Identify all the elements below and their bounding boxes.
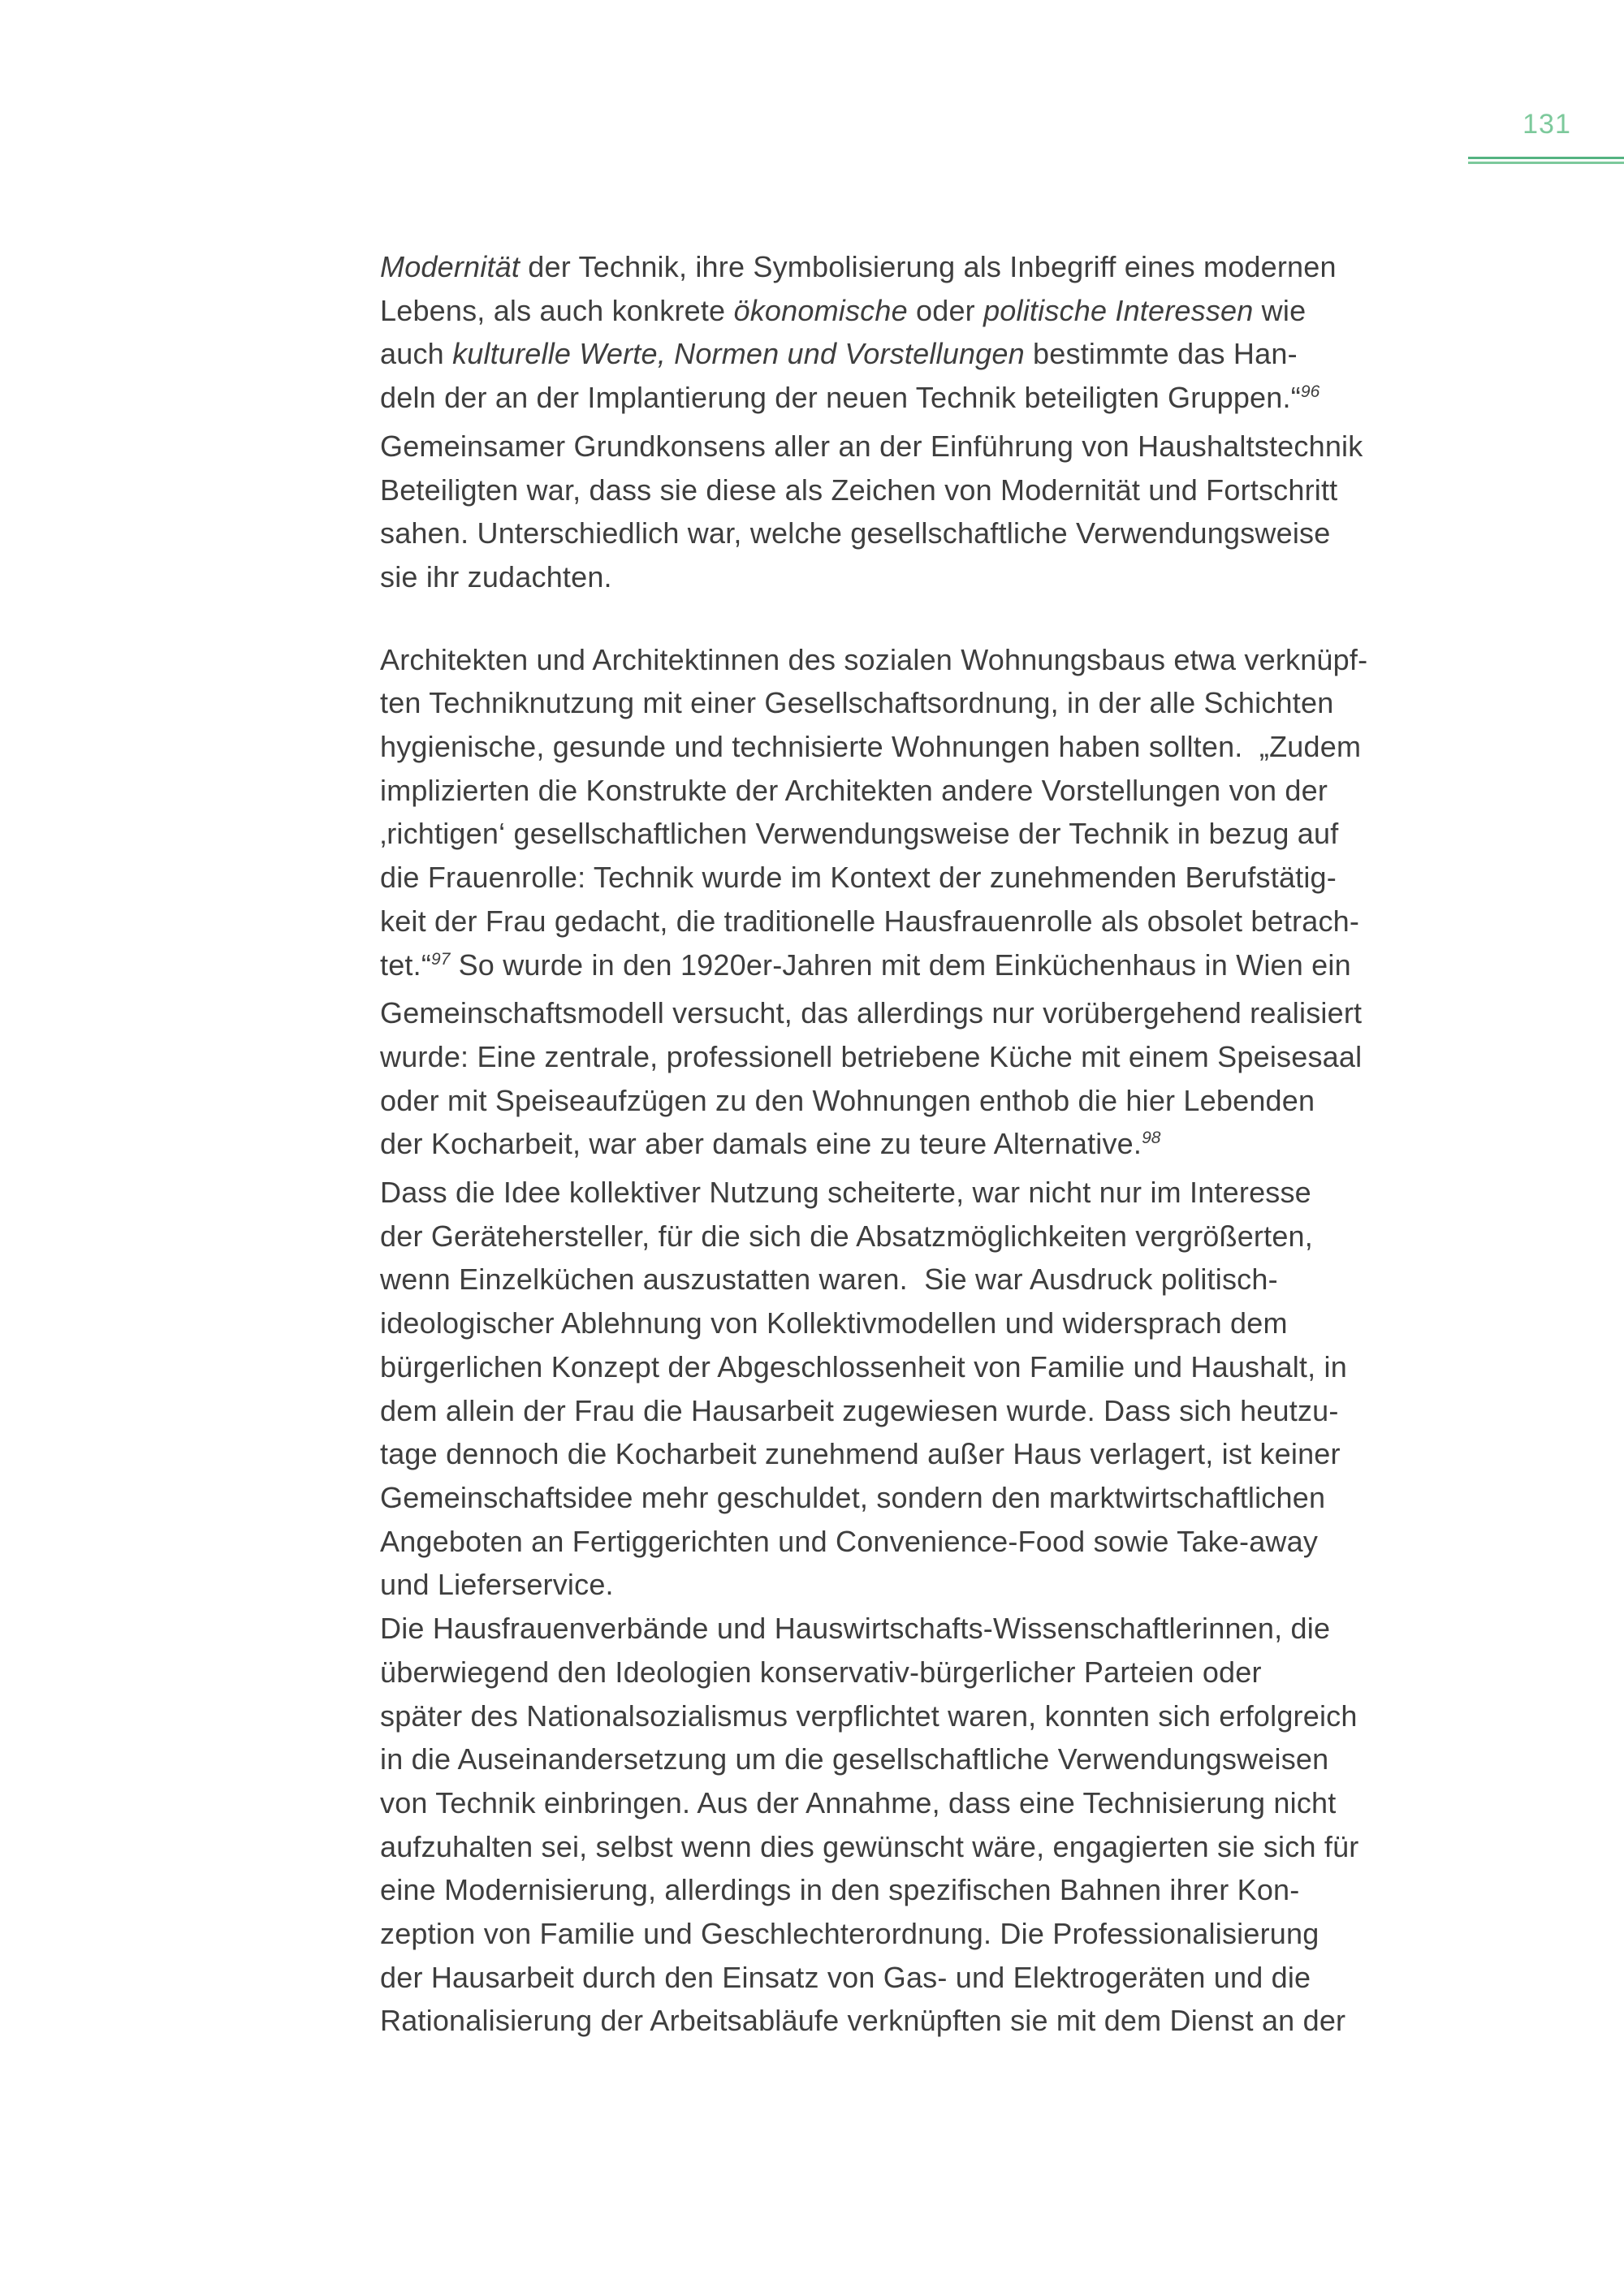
text-line bbox=[380, 769, 1460, 813]
text-line bbox=[380, 856, 1460, 900]
text-line bbox=[380, 1079, 1460, 1123]
text-line bbox=[380, 1825, 1460, 1869]
text-segment: ten Techniknutzung mit einer Gesellschaftsordnung, in der alle Schichten bbox=[380, 686, 1334, 720]
text-segment: der Hausarbeit durch den Einsatz von Gas- und Elektrogeräten und die bbox=[380, 1960, 1311, 1994]
footnote-reference: 97 bbox=[431, 949, 451, 969]
text-line bbox=[380, 1737, 1460, 1781]
text-line bbox=[380, 425, 1460, 468]
text-line bbox=[380, 555, 1460, 599]
text-segment: ökonomische bbox=[733, 293, 908, 327]
text-line bbox=[380, 511, 1460, 555]
text-segment: bürgerlichen Konzept der Abgeschlossenheit von Familie und Haushalt, in bbox=[380, 1349, 1347, 1383]
text-line bbox=[380, 1122, 1460, 1171]
text-segment: die Frauenrolle: Technik wurde im Kontext der zunehmenden Berufstätig- bbox=[380, 861, 1337, 895]
text-line bbox=[380, 1432, 1460, 1476]
text-segment: der Technik, ihre Symbolisierung als Inbegriff eines modernen bbox=[520, 250, 1337, 283]
text-line bbox=[380, 1301, 1460, 1345]
text-segment: oder bbox=[907, 293, 984, 327]
text-segment: oder mit Speiseaufzügen zu den Wohnungen enthob die hier Lebenden bbox=[380, 1083, 1315, 1117]
text-line bbox=[380, 332, 1460, 376]
text-segment: tage dennoch die Kocharbeit zunehmend außer Haus verlagert, ist keiner bbox=[380, 1437, 1341, 1471]
text-line bbox=[380, 1476, 1460, 1520]
text-segment: in die Auseinandersetzung um die gesellschaftliche Verwendungsweisen bbox=[380, 1742, 1329, 1776]
text-segment: und Lieferservice. bbox=[380, 1568, 614, 1602]
text-segment: von Technik einbringen. Aus der Annahme, dass eine Technisierung nicht bbox=[380, 1785, 1337, 1819]
text-segment: Gemeinsamer Grundkonsens aller an der Einführung von Haushaltstechnik bbox=[380, 429, 1363, 463]
text-line bbox=[380, 1389, 1460, 1433]
text-segment: der Gerätehersteller, für die sich die Absatzmöglichkeiten vergrößerten, bbox=[380, 1219, 1313, 1253]
text-segment: Die Hausfrauenverbände und Hauswirtschafts-Wissenschaftlerinnen, die bbox=[380, 1612, 1331, 1646]
text-segment: wie bbox=[1253, 293, 1307, 327]
text-line bbox=[380, 681, 1460, 725]
text-line bbox=[380, 1563, 1460, 1607]
text-line bbox=[380, 1258, 1460, 1301]
text-segment: sahen. Unterschiedlich war, welche gesellschaftliche Verwendungsweise bbox=[380, 516, 1331, 550]
footnote-reference: 98 bbox=[1142, 1129, 1161, 1148]
text-segment: auch bbox=[380, 337, 453, 371]
text-line bbox=[380, 991, 1460, 1035]
text-segment: Angeboten an Fertiggerichten und Convenience-Food sowie Take-away bbox=[380, 1524, 1319, 1558]
text-line bbox=[380, 638, 1460, 682]
text-line bbox=[380, 900, 1460, 943]
header-rule-bottom-line bbox=[1468, 162, 1624, 164]
text-segment: der Kocharbeit, war aber damals eine zu teure Alternative. bbox=[380, 1127, 1142, 1161]
text-line bbox=[380, 725, 1460, 769]
text-line bbox=[380, 245, 1460, 289]
text-segment: hygienische, gesunde und technisierte Wohnungen haben sollten. „Zudem bbox=[380, 730, 1362, 764]
text-segment: wenn Einzelküchen auszustatten waren. Sie war Ausdruck politisch- bbox=[380, 1263, 1278, 1297]
text-line bbox=[380, 289, 1460, 333]
text-line bbox=[380, 1520, 1460, 1564]
text-segment: sie ihr zudachten. bbox=[380, 559, 612, 594]
text-segment: implizierten die Konstrukte der Architekten andere Vorstellungen von der bbox=[380, 773, 1328, 807]
text-segment: So wurde in den 1920er-Jahren mit dem Einküchenhaus in Wien ein bbox=[450, 947, 1351, 982]
text-line bbox=[380, 1956, 1460, 2000]
header-rule-top-line bbox=[1468, 157, 1624, 159]
text-segment: Gemeinschaftsmodell versucht, das allerdings nur vorübergehend realisiert bbox=[380, 996, 1363, 1030]
text-line bbox=[380, 1781, 1460, 1825]
text-line bbox=[380, 1035, 1460, 1079]
text-column bbox=[380, 245, 1460, 2043]
text-line bbox=[380, 376, 1460, 425]
text-segment: aufzuhalten sei, selbst wenn dies gewünscht wäre, engagierten sie sich für bbox=[380, 1829, 1359, 1863]
text-segment: Gemeinschaftsidee mehr geschuldet, sondern den marktwirtschaftlichen bbox=[380, 1480, 1326, 1514]
text-segment: deln der an der Implantierung der neuen Technik beteiligten Gruppen.“ bbox=[380, 381, 1301, 415]
text-line bbox=[380, 1215, 1460, 1258]
text-segment: tet.“ bbox=[380, 947, 432, 982]
text-segment: Dass die Idee kollektiver Nutzung scheiterte, war nicht nur im Interesse bbox=[380, 1176, 1311, 1210]
text-line bbox=[380, 943, 1460, 992]
text-line bbox=[380, 1651, 1460, 1694]
text-segment: überwiegend den Ideologien konservativ-bürgerlicher Parteien oder bbox=[380, 1655, 1262, 1689]
footnote-reference: 96 bbox=[1300, 382, 1320, 402]
text-line bbox=[380, 1171, 1460, 1215]
header-rule bbox=[1468, 157, 1624, 165]
text-segment: Architekten und Architektinnen des sozialen Wohnungsbaus etwa verknüpf- bbox=[380, 642, 1368, 676]
text-segment: bestimmte das Han- bbox=[1024, 337, 1298, 371]
text-line bbox=[380, 1607, 1460, 1651]
text-segment: später des Nationalsozialismus verpflichtet waren, konnten sich erfolgreich bbox=[380, 1698, 1358, 1733]
text-line bbox=[380, 1345, 1460, 1389]
text-segment: Modernität bbox=[380, 250, 520, 283]
text-segment: Beteiligten war, dass sie diese als Zeichen von Modernität und Fortschritt bbox=[380, 473, 1338, 507]
paragraph bbox=[380, 638, 1460, 2044]
text-segment: keit der Frau gedacht, die traditionelle Hausfrauenrolle als obsolet betrach- bbox=[380, 904, 1360, 938]
text-segment: zeption von Familie und Geschlechterordnung. Die Professionalisierung bbox=[380, 1917, 1320, 1951]
text-segment: ‚richtigen‘ gesellschaftlichen Verwendungsweise der Technik in bezug auf bbox=[380, 817, 1339, 851]
text-segment: ideologischer Ablehnung von Kollektivmodellen und widersprach dem bbox=[380, 1306, 1288, 1340]
text-line bbox=[380, 1999, 1460, 2043]
page-number: 131 bbox=[1522, 109, 1571, 140]
text-segment: kulturelle Werte, Normen und Vorstellungen bbox=[452, 337, 1025, 371]
text-segment: dem allein der Frau die Hausarbeit zugewiesen wurde. Dass sich heutzu- bbox=[380, 1393, 1339, 1427]
text-segment: wurde: Eine zentrale, professionell betriebene Küche mit einem Speisesaal bbox=[380, 1039, 1363, 1073]
text-segment: Rationalisierung der Arbeitsabläufe verknüpften sie mit dem Dienst an der bbox=[380, 2004, 1346, 2038]
text-line bbox=[380, 468, 1460, 512]
text-segment: Lebens, als auch konkrete bbox=[380, 293, 734, 327]
text-segment: eine Modernisierung, allerdings in den spezifischen Bahnen ihrer Kon- bbox=[380, 1873, 1300, 1907]
paragraph bbox=[380, 245, 1460, 599]
text-line bbox=[380, 1912, 1460, 1956]
text-line bbox=[380, 812, 1460, 856]
text-line bbox=[380, 1694, 1460, 1738]
text-line bbox=[380, 1868, 1460, 1912]
text-segment: politische Interessen bbox=[983, 293, 1254, 327]
